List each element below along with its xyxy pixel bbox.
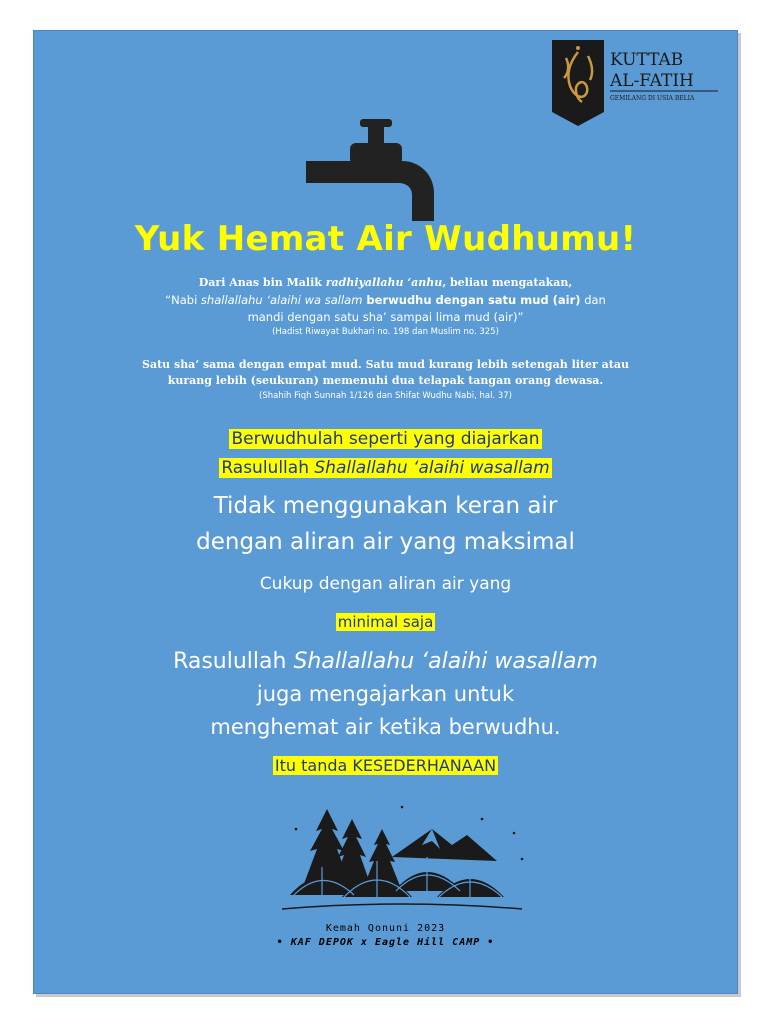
teaching-line2: menghemat air ketika berwudhu. <box>210 715 561 739</box>
poster <box>33 30 738 994</box>
page-title: Yuk Hemat Air Wudhumu! <box>134 219 637 259</box>
hadith-intro: Dari Anas bin Malik radhiyallahu ‘anhu, beliau mengatakan, <box>198 276 573 289</box>
highlight-line2: Rasulullah Shallallahu ‘alaihi wasallam <box>221 458 550 478</box>
water-faucet-icon <box>302 113 442 221</box>
message-highlight: minimal saja <box>337 613 434 631</box>
hadith-quote-line1: “Nabi shallallahu ‘alaihi wa sallam berwudhu dengan satu mud (air) dan <box>165 293 606 307</box>
logo-tagline: GEMILANG DI USIA BELIA <box>610 95 695 102</box>
measure-source: (Shahih Fiqh Sunnah 1/126 dan Shifat Wudhu Nabi, hal. 37) <box>259 391 512 401</box>
measure-explanation-line1: Satu sha’ sama dengan empat mud. Satu mud kurang lebih setengah liter atau <box>142 358 629 371</box>
logo-name-line1: KUTTAB <box>610 50 684 70</box>
logo-name-line2: AL-FATIH <box>610 71 694 91</box>
measure-explanation-line2: kurang lebih (seukuran) memenuhi dua telapak tangan orang dewasa. <box>167 374 604 387</box>
camp-subtitle: • KAF DEPOK x Eagle Hill CAMP • <box>276 937 495 948</box>
hadith-source: (Hadist Riwayat Bukhari no. 198 dan Muslim no. 325) <box>272 327 499 337</box>
teaching-line1: juga mengajarkan untuk <box>256 682 515 706</box>
message-line1: Tidak menggunakan keran air <box>213 493 558 519</box>
highlight-line1: Berwudhulah seperti yang diajarkan <box>231 429 540 449</box>
kuttab-al-fatih-logo <box>548 38 723 128</box>
rasulullah-line: Rasulullah Shallallahu ‘alaihi wasallam <box>173 649 598 674</box>
camp-title: Kemah Qonuni 2023 <box>325 923 446 934</box>
message-line2: dengan aliran air yang maksimal <box>196 529 575 555</box>
hadith-quote-line2: mandi dengan satu sha’ sampai lima mud (air)” <box>247 310 524 324</box>
simplicity-highlight: Itu tanda KESEDERHANAAN <box>274 756 497 775</box>
message-line3: Cukup dengan aliran air yang <box>259 574 512 594</box>
